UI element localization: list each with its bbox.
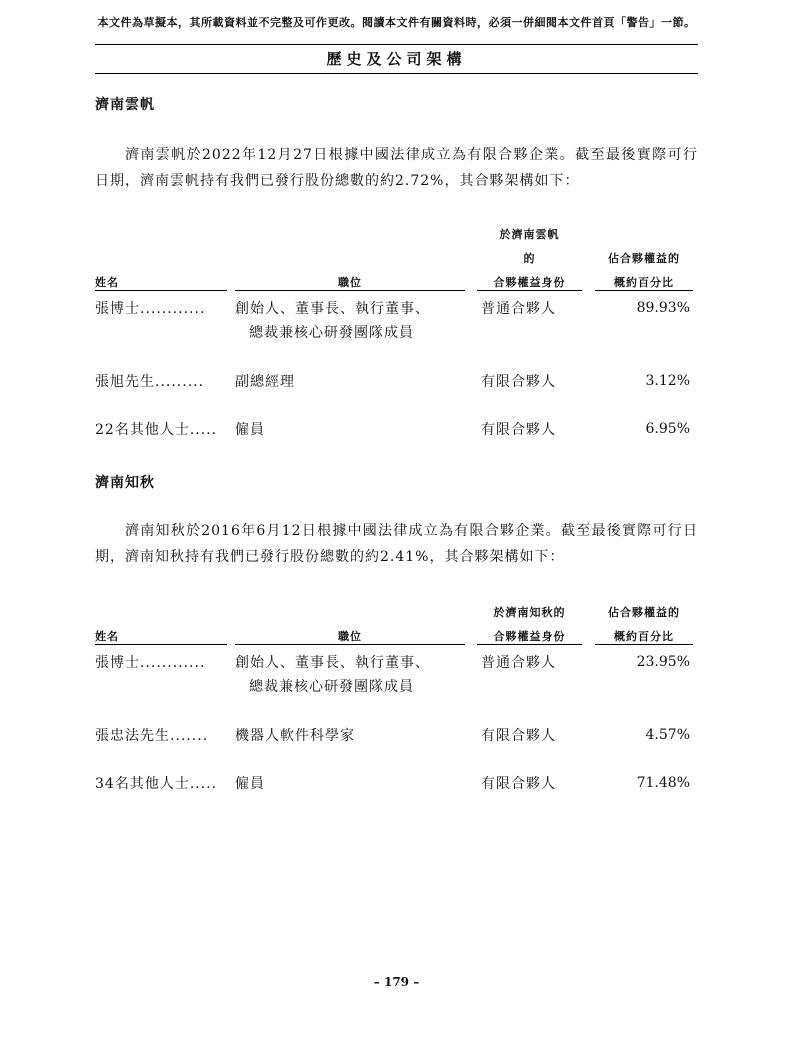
column-header-position: 職位 <box>338 630 362 643</box>
header-underline-position <box>235 644 465 645</box>
section-heading-zhiqiu: 濟南知秋 <box>95 475 155 491</box>
table-row-capacity: 有限合夥人 <box>481 374 556 390</box>
section-paragraph-zhiqiu: 濟南知秋於2016年6月12日根據中國法律成立為有限合夥企業。截至最後實際可行日期，濟南知秋持有我們已發行股份總數的約2.41%，其合夥架構如下： <box>95 523 698 565</box>
column-header-position: 職位 <box>338 276 362 289</box>
header-rule <box>95 44 698 45</box>
column-header-name: 姓名 <box>95 276 119 289</box>
header-underline-name <box>95 290 227 291</box>
table-row-percent: 23.95% <box>636 654 690 670</box>
table-row-position-cont: 總裁兼核心研發團隊成員 <box>249 679 414 695</box>
table-row-position-cont: 總裁兼核心研發團隊成員 <box>249 325 414 341</box>
column-header-percent-line1: 佔合夥權益的 <box>608 606 680 619</box>
table-row-name: 34名其他人士..... <box>95 776 218 792</box>
table-row-name: 張博士............ <box>95 301 206 317</box>
table-row-percent: 89.93% <box>636 300 690 316</box>
table-row-name: 22名其他人士..... <box>95 422 218 438</box>
column-header-capacity-line1: 於濟南知秋的 <box>493 606 566 619</box>
column-header-percent-line2: 概約百分比 <box>614 630 674 643</box>
column-header-percent-line2: 概約百分比 <box>614 276 674 289</box>
table-row-position: 僱員 <box>235 422 265 438</box>
table-row-position: 副總經理 <box>235 374 295 390</box>
table-row-name: 張博士............ <box>95 655 206 671</box>
table-row-name: 張旭先生......... <box>95 374 205 390</box>
header-underline-capacity <box>477 644 582 645</box>
table-row-capacity: 有限合夥人 <box>481 776 556 792</box>
table-row-capacity: 有限合夥人 <box>481 422 556 438</box>
header-underline-position <box>235 290 465 291</box>
table-row-position: 機器人軟件科學家 <box>235 728 355 744</box>
table-row-percent: 3.12% <box>645 373 690 389</box>
header-underline-percent <box>595 290 693 291</box>
page-title: 歷史及公司架構 <box>326 50 467 68</box>
header-underline-name <box>95 644 227 645</box>
table-row-position: 僱員 <box>235 776 265 792</box>
title-rule <box>95 73 698 74</box>
page-number: – 179 – <box>373 975 420 989</box>
header-underline-percent <box>595 644 693 645</box>
table-row-capacity: 普通合夥人 <box>481 655 556 671</box>
table-row-name: 張忠法先生....... <box>95 728 209 744</box>
column-header-capacity-line2: 合夥權益身份 <box>493 630 566 643</box>
draft-warning: 本文件為草擬本，其所載資料並不完整及可作更改。閱讀本文件有關資料時，必須一併細閱本文件首頁「警告」一節。 <box>97 16 696 29</box>
table-row-percent: 4.57% <box>645 727 690 743</box>
table-row-position: 創始人、董事長、執行董事、 <box>235 301 430 317</box>
table-row-position: 創始人、董事長、執行董事、 <box>235 655 430 671</box>
column-header-name: 姓名 <box>95 630 119 643</box>
header-underline-capacity <box>477 290 582 291</box>
column-header-capacity-line3: 合夥權益身份 <box>493 276 566 289</box>
table-row-percent: 6.95% <box>645 421 690 437</box>
table-row-percent: 71.48% <box>636 775 690 791</box>
section-paragraph-yunfan: 濟南雲帆於2022年12月27日根據中國法律成立為有限合夥企業。截至最後實際可行日期，濟南雲帆持有我們已發行股份總數的約2.72%，其合夥架構如下： <box>95 147 698 189</box>
column-header-capacity-line1: 於濟南雲帆 <box>499 228 560 241</box>
table-row-capacity: 普通合夥人 <box>481 301 556 317</box>
column-header-percent-line1: 佔合夥權益的 <box>608 252 680 265</box>
section-heading-yunfan: 濟南雲帆 <box>95 97 155 113</box>
column-header-capacity-line2: 的 <box>523 252 536 265</box>
table-row-capacity: 有限合夥人 <box>481 728 556 744</box>
